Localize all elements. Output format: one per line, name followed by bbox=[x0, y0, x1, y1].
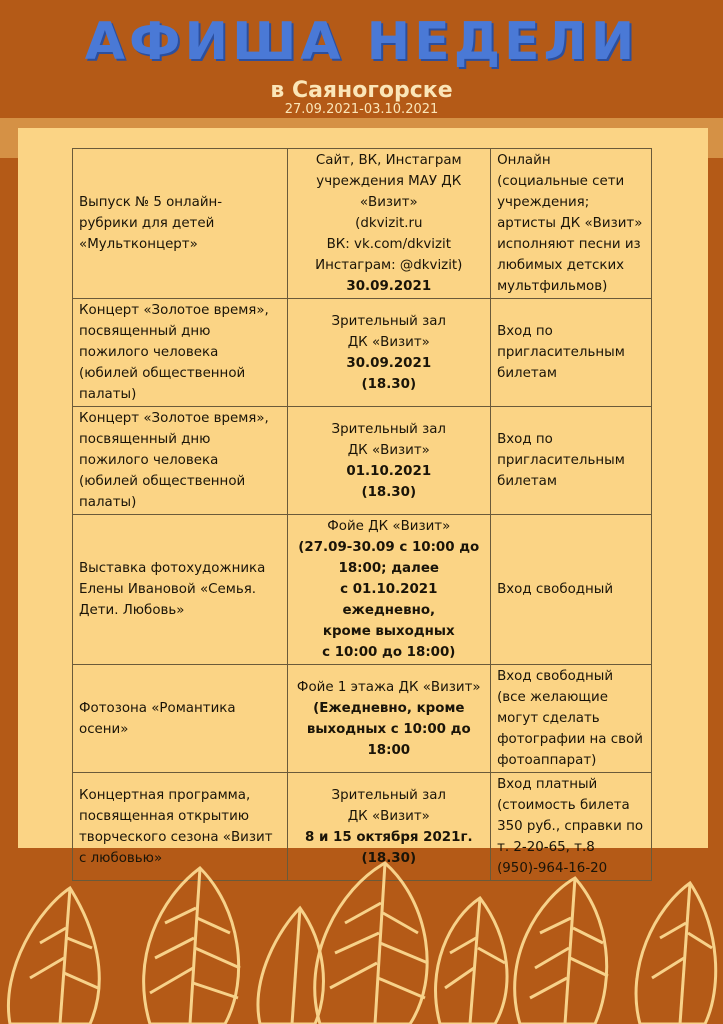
event-entry: Онлайн (социальные сети учреждения; артисты ДК «Визит» исполняют песни из любимых детских мультфильмов) bbox=[491, 149, 652, 299]
event-row bbox=[73, 299, 652, 407]
event-datetime-line: (18.30) bbox=[361, 376, 417, 392]
event-datetime-line: (27.09-30.09 с 10:00 до bbox=[298, 540, 480, 555]
event-datetime-line: с 01.10.2021 ежедневно, bbox=[340, 582, 438, 618]
event-datetime-line: 30.09.2021 bbox=[346, 355, 432, 371]
event-datetime-line: кроме выходных bbox=[322, 624, 455, 639]
event-name: Концерт «Золотое время», посвященный дню пожилого человека (юбилей общественной палаты) bbox=[73, 407, 288, 515]
event-entry: Вход свободный bbox=[491, 515, 652, 665]
event-entry: Вход платный (стоимость билета 350 руб., справки по т. 2-20-65, т.8 (950)-964-16-20 bbox=[491, 773, 652, 881]
event-place-time bbox=[287, 665, 491, 773]
page-title: АФИША НЕДЕЛИ bbox=[84, 12, 639, 72]
event-name: Концерт «Золотое время», посвященный дню пожилого человека (юбилей общественной палаты) bbox=[73, 299, 288, 407]
event-place-time bbox=[287, 299, 491, 407]
event-row bbox=[73, 515, 652, 665]
event-entry: Вход свободный (все желающие могут сделать фотографии на свой фотоаппарат) bbox=[491, 665, 652, 773]
event-datetime-line: 30.09.2021 bbox=[346, 279, 432, 294]
page-subtitle: в Саяногорске bbox=[270, 78, 453, 103]
event-datetime-line: 01.10.2021 bbox=[346, 463, 432, 479]
leaf-icon bbox=[515, 878, 608, 1024]
event-datetime-line: (18.30) bbox=[361, 850, 417, 866]
event-place-line: Зрительный зал bbox=[331, 421, 446, 437]
date-range: 27.09.2021-03.10.2021 bbox=[284, 102, 439, 117]
event-place-line: Зрительный зал bbox=[331, 313, 446, 329]
event-row bbox=[73, 407, 652, 515]
event-place-line: Фойе ДК «Визит» bbox=[327, 519, 451, 534]
event-place-line: ВК: vk.com/dkvizit bbox=[326, 237, 451, 252]
event-name: Концертная программа, посвященная открытию творческого сезона «Визит с любовью» bbox=[73, 773, 288, 881]
leaf-icon bbox=[8, 888, 99, 1024]
event-name: Фотозона «Романтика осени» bbox=[73, 665, 288, 773]
event-name: Выставка фотохудожника Елены Ивановой «Семья. Дети. Любовь» bbox=[73, 515, 288, 665]
event-datetime-line: с 10:00 до 18:00) bbox=[322, 645, 456, 660]
leaf-icon bbox=[258, 908, 323, 1024]
leaf-icon bbox=[144, 868, 240, 1024]
event-place-line: Зрительный зал bbox=[331, 787, 446, 803]
events-table bbox=[72, 148, 652, 881]
event-place-line: ДК «Визит» bbox=[347, 442, 430, 458]
leaf-icon bbox=[315, 863, 428, 1024]
event-place-time bbox=[287, 149, 491, 299]
event-place-line: (dkvizit.ru bbox=[355, 216, 423, 231]
event-place-line: Фойе 1 этажа ДК «Визит» bbox=[296, 679, 481, 695]
event-entry: Вход по пригласительным билетам bbox=[491, 407, 652, 515]
event-name: Выпуск № 5 онлайн-рубрики для детей «Мультконцерт» bbox=[73, 149, 288, 299]
event-place-time bbox=[287, 407, 491, 515]
leaf-icon bbox=[636, 883, 716, 1024]
event-row bbox=[73, 665, 652, 773]
autumn-leaves-decoration bbox=[0, 848, 723, 1024]
event-datetime-line: (18.30) bbox=[361, 484, 417, 500]
event-place-line: «Визит» bbox=[359, 195, 418, 210]
event-datetime-line: (Ежедневно, кроме bbox=[313, 700, 465, 716]
event-row bbox=[73, 149, 652, 299]
event-place-line: ДК «Визит» bbox=[347, 808, 430, 824]
event-place-line: учреждения МАУ ДК bbox=[316, 174, 462, 189]
event-datetime-line: 18:00; далее bbox=[338, 561, 440, 576]
event-datetime-line: выходных с 10:00 до bbox=[306, 721, 471, 737]
event-place-line: Сайт, ВК, Инстаграм bbox=[315, 153, 462, 168]
event-entry: Вход по пригласительным билетам bbox=[491, 299, 652, 407]
event-place-line: Инстаграм: @dkvizit) bbox=[315, 258, 463, 273]
event-datetime-line: 8 и 15 октября 2021г. bbox=[305, 829, 473, 845]
event-datetime-line: 18:00 bbox=[367, 742, 411, 758]
event-place-time bbox=[287, 515, 491, 665]
leaf-icon bbox=[436, 898, 507, 1024]
event-place-line: ДК «Визит» bbox=[347, 334, 430, 350]
